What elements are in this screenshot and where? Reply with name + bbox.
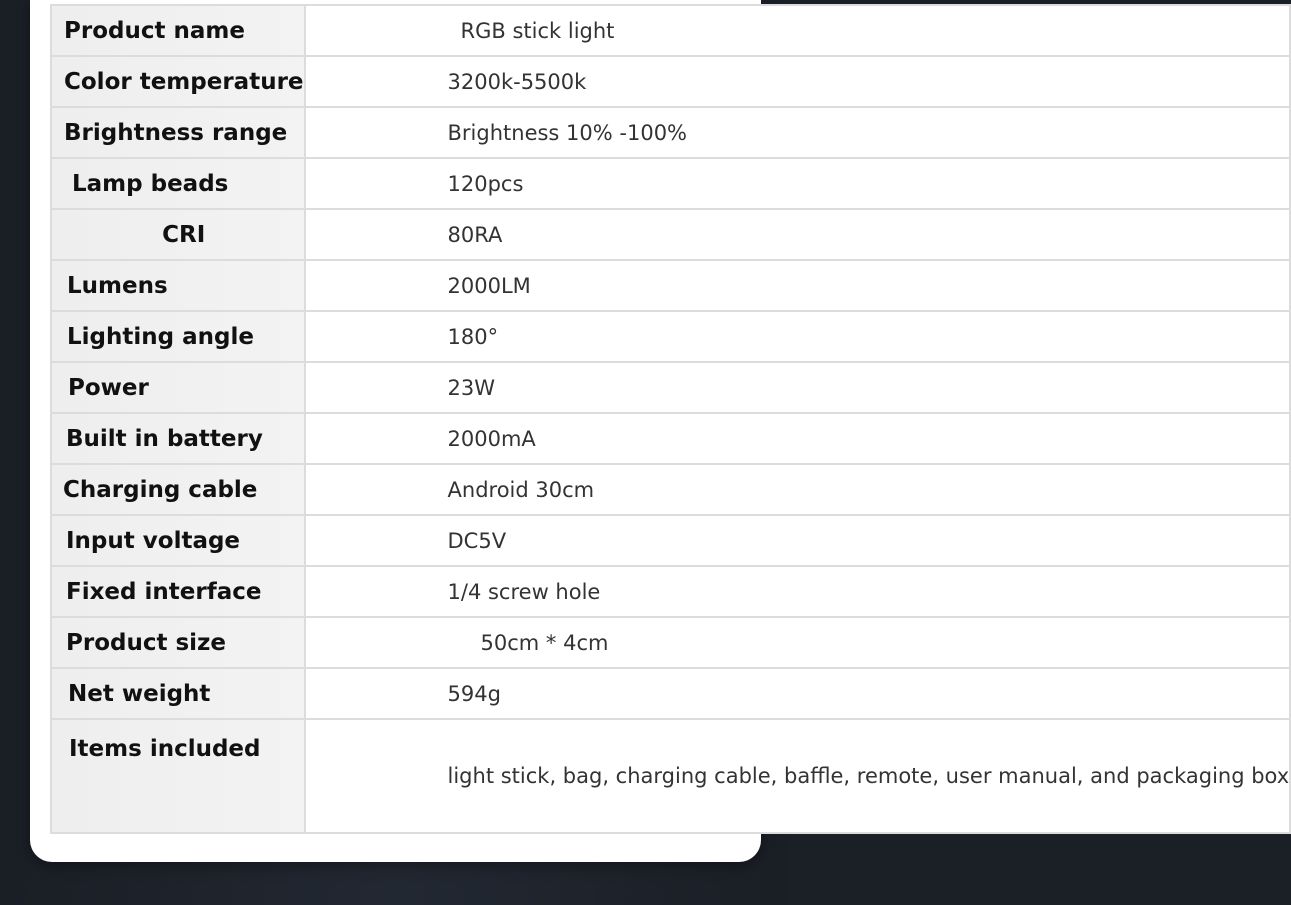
spec-value: DC5V (305, 515, 1291, 566)
table-row (51, 5, 1290, 56)
table-row (51, 668, 1290, 719)
specifications-table (50, 4, 1291, 834)
spec-label: Built in battery (51, 413, 305, 464)
spec-value: 3200k-5500k (305, 56, 1291, 107)
spec-value: 2000mA (305, 413, 1291, 464)
spec-value: Android 30cm (305, 464, 1291, 515)
spec-label: Brightness range (51, 107, 305, 158)
spec-label: Product name (51, 5, 305, 56)
spec-value: light stick, bag, charging cable, baffle, remote, user manual, and packaging box (305, 719, 1291, 833)
spec-value: 594g (305, 668, 1291, 719)
spec-label: CRI (51, 209, 305, 260)
spec-label: Charging cable (51, 464, 305, 515)
table-row (51, 413, 1290, 464)
spec-label: Fixed interface (51, 566, 305, 617)
table-row (51, 719, 1290, 833)
spec-label: Lighting angle (51, 311, 305, 362)
spec-label: Lamp beads (51, 158, 305, 209)
spec-value: RGB stick light (305, 5, 1291, 56)
spec-label: Input voltage (51, 515, 305, 566)
table-row (51, 158, 1290, 209)
spec-value: 50cm * 4cm (305, 617, 1291, 668)
spec-value: 1/4 screw hole (305, 566, 1291, 617)
spec-label: Items included (51, 719, 305, 833)
spec-value: 120pcs (305, 158, 1291, 209)
table-row (51, 566, 1290, 617)
spec-value: 80RA (305, 209, 1291, 260)
table-row (51, 515, 1290, 566)
spec-label: Lumens (51, 260, 305, 311)
spec-value: 180° (305, 311, 1291, 362)
table-row (51, 209, 1290, 260)
spec-label: Power (51, 362, 305, 413)
spec-value: 23W (305, 362, 1291, 413)
spec-label: Color temperature (51, 56, 305, 107)
table-row (51, 311, 1290, 362)
table-row (51, 56, 1290, 107)
table-row (51, 464, 1290, 515)
table-row (51, 362, 1290, 413)
spec-value: 2000LM (305, 260, 1291, 311)
table-row (51, 107, 1290, 158)
spec-label: Product size (51, 617, 305, 668)
spec-value: Brightness 10% -100% (305, 107, 1291, 158)
table-row (51, 617, 1290, 668)
spec-label: Net weight (51, 668, 305, 719)
table-row (51, 260, 1290, 311)
